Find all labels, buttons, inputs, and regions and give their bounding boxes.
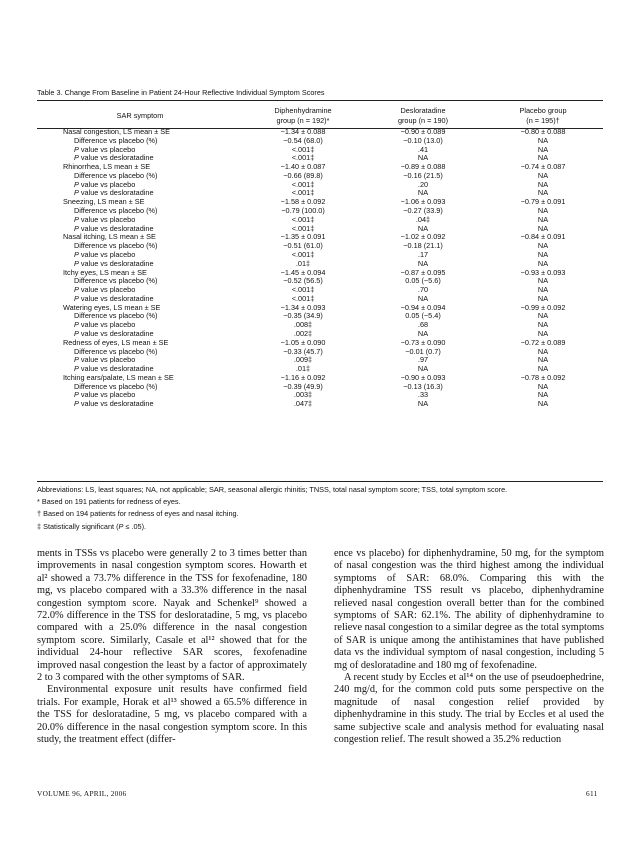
cell-diphen: <.001‡	[291, 153, 315, 163]
paragraph: ments in TSSs vs placebo were generally 2 to 3 times better than improvements in nasal congestion symptom scores. Howarth et al² showed a 73.7% difference in the TSS for fexofenadine, 180 mg, vs placebo compared with a 33.3% difference in the nasal congestion symptom score. Nayak and Schenkel⁹ showed a 72.0% difference in the TSS for desloratadine, 5 mg, vs placebo compared with a 25.0% difference in the nasal congestion symptom score. Similarly, Casale et al¹² showed that for the individual 24-hour reflective SAR scores, fexofenadine improved nasal congestion the least by a factor of approximately 2 to 3 compared with the other symptoms of SAR.	[37, 548, 307, 684]
cell-deslor: −0.87 ± 0.095	[400, 267, 446, 277]
body-column-left	[37, 548, 307, 747]
row-label: Redness of eyes, LS mean ± SE	[63, 337, 169, 347]
row-label: Difference vs placebo (%)	[74, 346, 158, 356]
cell-deslor: NA	[417, 328, 429, 338]
cell-placebo: NA	[537, 390, 549, 400]
cell-placebo: −0.93 ± 0.093	[520, 267, 566, 277]
cell-placebo: NA	[537, 311, 549, 321]
cell-placebo: −0.80 ± 0.088	[520, 127, 566, 136]
row-label: P value vs desloratadine	[74, 153, 154, 163]
row-label: Difference vs placebo (%)	[74, 241, 158, 251]
row-label: P value vs placebo	[74, 285, 136, 295]
cell-diphen: .01‡	[295, 364, 311, 374]
cell-placebo: NA	[537, 320, 549, 330]
row-label: P value vs desloratadine	[74, 293, 154, 303]
cell-deslor: NA	[417, 364, 429, 374]
cell-diphen: .002‡	[293, 328, 313, 338]
cell-diphen: −0.33 (45.7)	[283, 346, 323, 356]
row-label: Sneezing, LS mean ± SE	[63, 197, 145, 207]
cell-diphen: −1.58 ± 0.092	[280, 197, 326, 207]
row-label: Nasal congestion, LS mean ± SE	[63, 127, 171, 136]
cell-placebo: NA	[537, 223, 549, 233]
row-label: P value vs placebo	[74, 249, 136, 259]
paragraph: Environmental exposure unit results have confirmed field trials. For example, Horak et al¹³ showed a 65.5% difference in the TSS for desloratadine, 5 mg, vs placebo compared with a 20.0% difference in the nasal congestion symptom score. In this study, the treatment effect (differ-	[37, 684, 307, 746]
cell-placebo: NA	[537, 328, 549, 338]
cell-deslor: −0.13 (16.3)	[403, 381, 443, 391]
cell-diphen: .01‡	[295, 258, 311, 268]
cell-placebo: NA	[537, 135, 549, 145]
cell-placebo: −0.72 ± 0.089	[520, 337, 566, 347]
cell-placebo: NA	[537, 293, 549, 303]
table-bottom-rule	[37, 481, 603, 482]
cell-diphen: .009‡	[293, 355, 313, 365]
cell-diphen: −0.39 (49.9)	[283, 381, 323, 391]
row-label: P value vs placebo	[74, 144, 136, 154]
row-label: P value vs placebo	[74, 179, 136, 189]
table-header-row	[37, 103, 603, 128]
cell-diphen: .047‡	[293, 399, 313, 409]
row-label: Difference vs placebo (%)	[74, 170, 158, 180]
cell-placebo: NA	[537, 364, 549, 374]
cell-deslor: −0.16 (21.5)	[403, 170, 443, 180]
row-label: P value vs desloratadine	[74, 328, 154, 338]
cell-diphen: −0.51 (61.0)	[283, 241, 323, 251]
cell-placebo: NA	[537, 276, 549, 286]
cell-deslor: −0.90 ± 0.093	[400, 372, 446, 382]
cell-placebo: NA	[537, 170, 549, 180]
row-label: Difference vs placebo (%)	[74, 381, 158, 391]
cell-diphen: −0.52 (56.5)	[283, 276, 323, 286]
symptom-score-table	[37, 103, 603, 409]
cell-deslor: .33	[417, 390, 429, 400]
paragraph: A recent study by Eccles et al¹⁴ on the use of pseudoephedrine, 240 mg/d, for the common cold puts some perspective on the magnitude of nasal congestion relief provided by diphenhydramine in this study. The trial by Eccles et al used the same subjective scale and analysis method for evaluating nasal congestion relief. The result showed a 35.2% reduction	[334, 672, 604, 746]
footer-volume: VOLUME 96, APRIL, 2006	[37, 789, 127, 798]
cell-placebo: −0.99 ± 0.092	[520, 302, 566, 312]
cell-deslor: NA	[417, 153, 429, 163]
cell-placebo: −0.78 ± 0.092	[520, 372, 566, 382]
row-label: P value vs placebo	[74, 320, 136, 330]
row-label: P value vs desloratadine	[74, 399, 154, 409]
cell-placebo: NA	[537, 249, 549, 259]
header-diphenhydramine: Diphenhydramine group (n = 192)*	[274, 105, 332, 125]
row-label: Watering eyes, LS mean ± SE	[63, 302, 161, 312]
header-desloratadine: Desloratadine group (n = 190)	[397, 105, 449, 125]
row-label: P value vs desloratadine	[74, 188, 154, 198]
row-label: P value vs placebo	[74, 355, 136, 365]
cell-deslor: .17	[417, 249, 429, 259]
cell-diphen: <.001‡	[291, 293, 315, 303]
footnote-star: * Based on 191 patients for redness of eyes.	[37, 497, 181, 507]
cell-deslor: NA	[417, 258, 429, 268]
cell-diphen: <.001‡	[291, 179, 315, 189]
cell-deslor: .04‡	[415, 214, 431, 224]
paragraph: ence vs placebo) for diphenhydramine, 50 mg, for the symptom of nasal congestion was the third highest among the individual symptoms of SAR: 68.0%. Comparing this with the diphenhydramine TSS result vs placebo, diphenhydramine relieved nasal congestion overall better than for the combined symptoms of SAR: 62.1%. The ability of diphenhydramine to relieve nasal congestion to a similar degree as the total symptoms of SAR is unique among the antihistamines that have published data vs the individual symptom of nasal congestion, including 5 mg of desloratadine and 180 mg of fexofenadine.	[334, 548, 604, 671]
cell-deslor: NA	[417, 399, 429, 409]
cell-deslor: .68	[417, 320, 429, 330]
row-label: P value vs desloratadine	[74, 364, 154, 374]
table-body	[37, 128, 603, 409]
cell-placebo: NA	[537, 285, 549, 295]
page-number: 611	[586, 789, 598, 798]
cell-placebo: NA	[537, 214, 549, 224]
cell-placebo: NA	[537, 241, 549, 251]
row-label: Difference vs placebo (%)	[74, 311, 158, 321]
cell-deslor: NA	[417, 188, 429, 198]
cell-diphen: <.001‡	[291, 144, 315, 154]
cell-deslor: −0.18 (21.1)	[403, 241, 443, 251]
cell-deslor: NA	[417, 293, 429, 303]
cell-diphen: −1.35 ± 0.091	[280, 232, 326, 242]
row-label: Rhinorrhea, LS mean ± SE	[63, 162, 151, 172]
cell-placebo: NA	[537, 153, 549, 163]
table-top-rule	[37, 100, 603, 101]
cell-deslor: 0.05 (−5.4)	[405, 311, 441, 321]
cell-diphen: −1.16 ± 0.092	[280, 372, 326, 382]
cell-diphen: <.001‡	[291, 214, 315, 224]
cell-deslor: −0.10 (13.0)	[403, 135, 443, 145]
cell-deslor: −0.01 (0.7)	[405, 346, 441, 356]
cell-placebo: NA	[537, 381, 549, 391]
cell-diphen: <.001‡	[291, 285, 315, 295]
header-placebo: Placebo group (n = 195)†	[519, 105, 567, 125]
row-label: P value vs desloratadine	[74, 223, 154, 233]
cell-deslor: −0.94 ± 0.094	[400, 302, 446, 312]
cell-placebo: NA	[537, 144, 549, 154]
cell-diphen: −1.05 ± 0.090	[280, 337, 326, 347]
footnote-abbreviations: Abbreviations: LS, least squares; NA, not applicable; SAR, seasonal allergic rhinitis; TNSS, total nasal symptom score; TSS, total symptom score.	[37, 485, 508, 494]
row-label: Difference vs placebo (%)	[74, 206, 158, 216]
cell-placebo: NA	[537, 346, 549, 356]
cell-placebo: NA	[537, 258, 549, 268]
cell-deslor: .97	[417, 355, 429, 365]
cell-deslor: −0.73 ± 0.090	[400, 337, 446, 347]
cell-deslor: −0.27 (33.9)	[403, 206, 443, 216]
cell-deslor: −0.90 ± 0.089	[400, 127, 446, 136]
cell-deslor: .20	[417, 179, 429, 189]
cell-diphen: <.001‡	[291, 223, 315, 233]
table-footnotes	[37, 484, 603, 533]
row-label: P value vs placebo	[74, 390, 136, 400]
cell-deslor: 0.05 (−5.6)	[405, 276, 441, 286]
cell-diphen: −1.45 ± 0.094	[280, 267, 326, 277]
row-label: P value vs placebo	[74, 214, 136, 224]
cell-placebo: −0.74 ± 0.087	[520, 162, 566, 172]
cell-deslor: NA	[417, 223, 429, 233]
row-label: Itchy eyes, LS mean ± SE	[63, 267, 147, 277]
cell-diphen: −1.34 ± 0.088	[280, 127, 326, 136]
cell-diphen: .008‡	[293, 320, 313, 330]
footnote-double-dagger: ‡ Statistically significant (P ≤ .05).	[37, 521, 147, 531]
cell-diphen: .003‡	[293, 390, 313, 400]
cell-diphen: −0.66 (89.8)	[283, 170, 323, 180]
row-label: Difference vs placebo (%)	[74, 276, 158, 286]
cell-deslor: −1.02 ± 0.092	[400, 232, 446, 242]
cell-diphen: −1.40 ± 0.087	[280, 162, 326, 172]
cell-deslor: .70	[417, 285, 429, 295]
row-label: Itching ears/palate, LS mean ± SE	[63, 372, 174, 382]
cell-deslor: .41	[417, 144, 429, 154]
cell-diphen: −1.34 ± 0.093	[280, 302, 326, 312]
cell-deslor: −0.89 ± 0.088	[400, 162, 446, 172]
cell-diphen: −0.79 (100.0)	[281, 206, 325, 216]
cell-deslor: −1.06 ± 0.093	[400, 197, 446, 207]
row-label: Difference vs placebo (%)	[74, 135, 158, 145]
body-column-right	[334, 548, 604, 747]
cell-placebo: −0.84 ± 0.091	[520, 232, 566, 242]
cell-placebo: NA	[537, 188, 549, 198]
table-row	[37, 400, 603, 409]
cell-diphen: −0.54 (68.0)	[283, 135, 323, 145]
cell-placebo: −0.79 ± 0.091	[520, 197, 566, 207]
cell-placebo: NA	[537, 399, 549, 409]
cell-diphen: <.001‡	[291, 188, 315, 198]
footnote-dagger: † Based on 194 patients for redness of eyes and nasal itching.	[37, 509, 239, 519]
cell-placebo: NA	[537, 206, 549, 216]
cell-diphen: −0.35 (34.9)	[283, 311, 323, 321]
header-sar-symptom: SAR symptom	[116, 110, 164, 120]
row-label: P value vs desloratadine	[74, 258, 154, 268]
row-label: Nasal itching, LS mean ± SE	[63, 232, 156, 242]
table-caption: Table 3. Change From Baseline in Patient 24-Hour Reflective Individual Symptom Scores	[37, 88, 325, 97]
cell-placebo: NA	[537, 179, 549, 189]
cell-placebo: NA	[537, 355, 549, 365]
cell-diphen: <.001‡	[291, 249, 315, 259]
